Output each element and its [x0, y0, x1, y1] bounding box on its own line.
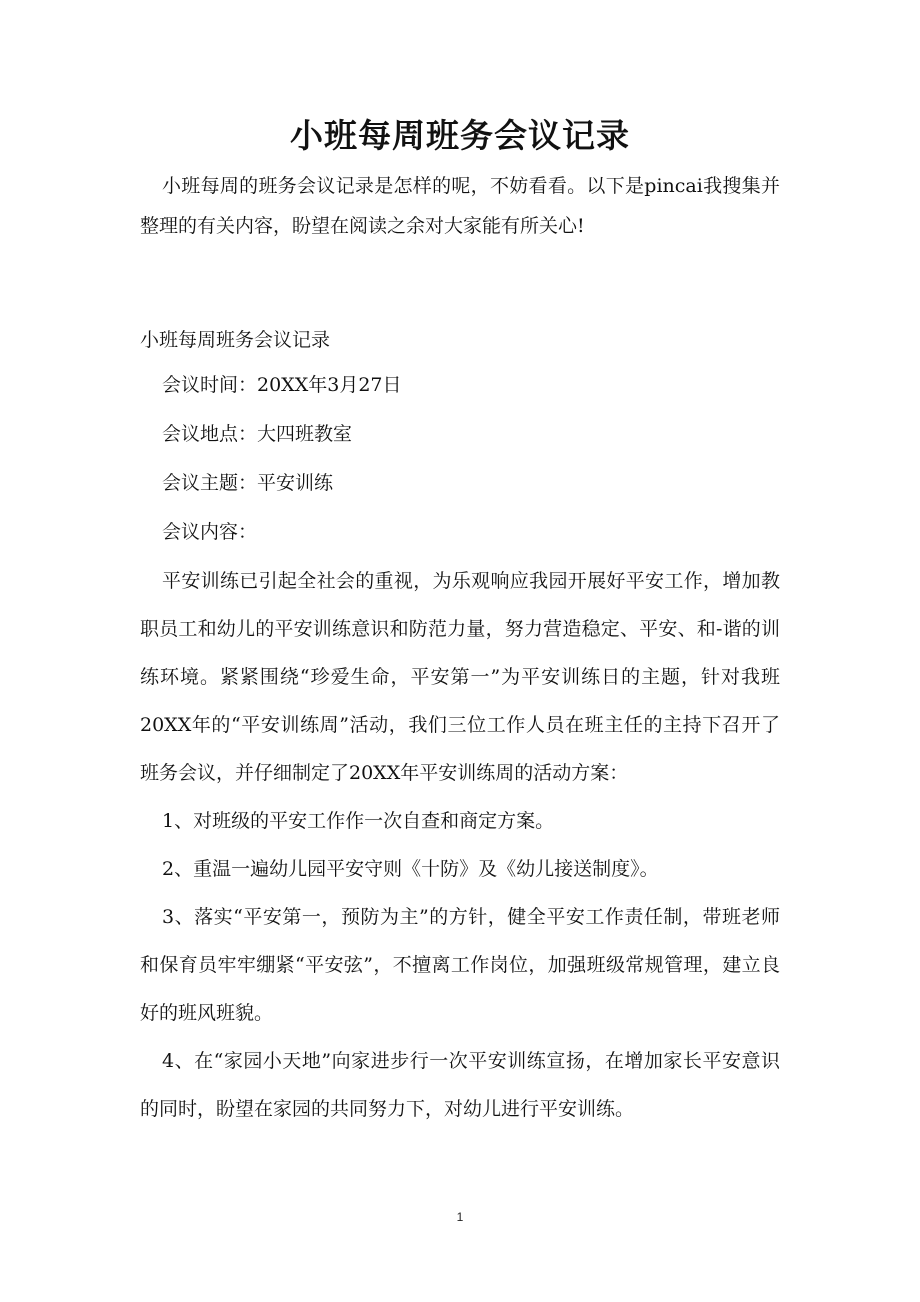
- page-number: 1: [456, 1210, 464, 1224]
- meeting-place: 会议地点：大四班教室: [162, 423, 353, 445]
- list-item: 1、对班级的平安工作作一次自查和商定方案。: [162, 810, 555, 832]
- list-item: 2、重温一遍幼儿园平安守则《十防》及《幼儿接送制度》。: [162, 858, 659, 880]
- document-title: 小班每周班务会议记录: [290, 116, 630, 155]
- intro-paragraph: 小班每周的班务会议记录是怎样的呢，不妨看看。以下是pincai我搜集并整理的有关内容，盼望在阅读之余对大家能有所关心!: [140, 175, 780, 237]
- section-heading: 小班每周班务会议记录: [140, 329, 331, 351]
- list-item: 4、在“家园小天地”向家进步行一次平安训练宣扬，在增加家长平安意识的同时，盼望在家园的共同努力下，对幼儿进行平安训练。: [140, 1050, 780, 1120]
- meeting-time: 会议时间：20XX年3月27日: [162, 374, 402, 396]
- body-paragraph: 平安训练已引起全社会的重视，为乐观响应我园开展好平安工作，增加教职员工和幼儿的平安训练意识和防范力量，努力营造稳定、平安、和-谐的训练环境。紧紧围绕“珍爱生命，平安第一”为平安训练日的主题，针对我班20XX年的“平安训练周”活动，我们三位工作人员在班主任的主持下召开了班务会议，并仔细制定了20XX年平安训练周的活动方案：: [140, 570, 780, 784]
- document-content: [140, 166, 780, 1133]
- list-item: 3、落实“平安第一，预防为主”的方针，健全平安工作责任制，带班老师和保育员牢牢绷紧“平安弦”，不擅离工作岗位，加强班级常规管理，建立良好的班风班貌。: [140, 906, 780, 1024]
- meeting-topic: 会议主题：平安训练: [162, 472, 334, 494]
- blank-line: [140, 253, 780, 319]
- meeting-content-label: 会议内容：: [162, 521, 258, 543]
